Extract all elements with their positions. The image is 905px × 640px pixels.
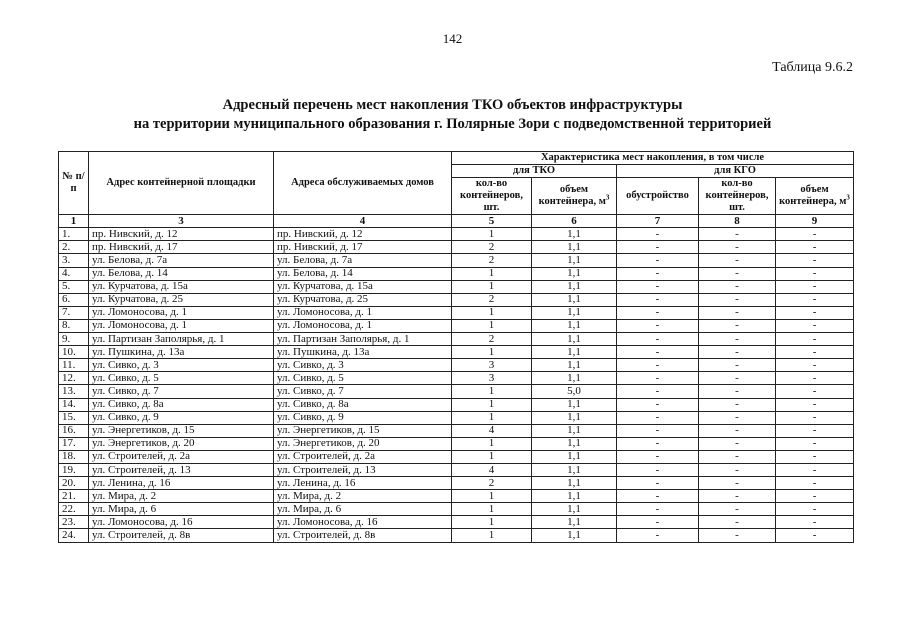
kgo-count: -	[699, 280, 776, 293]
site-address: ул. Энергетиков, д. 20	[89, 437, 274, 450]
served-address: ул. Белова, д. 7а	[274, 254, 452, 267]
served-address: ул. Мира, д. 6	[274, 503, 452, 516]
table-row	[59, 228, 854, 241]
site-address: ул. Сивко, д. 3	[89, 359, 274, 372]
table-row	[59, 293, 854, 306]
site-address: пр. Нивский, д. 12	[89, 228, 274, 241]
served-address: ул. Сивко, д. 9	[274, 411, 452, 424]
column-number: 5	[452, 215, 532, 228]
kgo-volume: -	[776, 437, 854, 450]
site-address: ул. Ленина, д. 16	[89, 477, 274, 490]
served-address: ул. Сивко, д. 8а	[274, 398, 452, 411]
tko-volume: 1,1	[532, 319, 617, 332]
arrangement: -	[617, 241, 699, 254]
site-address: ул. Строителей, д. 13	[89, 463, 274, 476]
column-number: 1	[59, 215, 89, 228]
row-number: 14.	[59, 398, 89, 411]
row-number: 12.	[59, 372, 89, 385]
kgo-count: -	[699, 293, 776, 306]
tko-volume: 1,1	[532, 411, 617, 424]
tko-count: 1	[452, 516, 532, 529]
row-number: 5.	[59, 280, 89, 293]
row-number: 19.	[59, 463, 89, 476]
arrangement: -	[617, 516, 699, 529]
arrangement: -	[617, 450, 699, 463]
arrangement: -	[617, 319, 699, 332]
arrangement: -	[617, 280, 699, 293]
tko-count: 1	[452, 490, 532, 503]
tko-count: 1	[452, 503, 532, 516]
arrangement: -	[617, 437, 699, 450]
site-address: ул. Ломоносова, д. 1	[89, 306, 274, 319]
tko-count: 2	[452, 241, 532, 254]
table-row	[59, 359, 854, 372]
kgo-count: -	[699, 346, 776, 359]
kgo-count: -	[699, 490, 776, 503]
site-address: ул. Ломоносова, д. 16	[89, 516, 274, 529]
arrangement: -	[617, 333, 699, 346]
table-row	[59, 398, 854, 411]
row-number: 3.	[59, 254, 89, 267]
kgo-count: -	[699, 477, 776, 490]
tko-count: 2	[452, 293, 532, 306]
arrangement: -	[617, 346, 699, 359]
title-line-1: Адресный перечень мест накопления ТКО объектов инфраструктуры	[222, 97, 683, 113]
column-number: 4	[274, 215, 452, 228]
table-row	[59, 333, 854, 346]
kgo-volume: -	[776, 319, 854, 332]
kgo-count: -	[699, 503, 776, 516]
tko-count: 1	[452, 529, 532, 542]
row-number: 1.	[59, 228, 89, 241]
row-number: 21.	[59, 490, 89, 503]
tko-volume: 1,1	[532, 490, 617, 503]
tko-count: 1	[452, 385, 532, 398]
row-number: 9.	[59, 333, 89, 346]
kgo-volume: -	[776, 411, 854, 424]
served-address: ул. Ломоносова, д. 1	[274, 319, 452, 332]
kgo-count: -	[699, 411, 776, 424]
row-number: 2.	[59, 241, 89, 254]
site-address: ул. Строителей, д. 8в	[89, 529, 274, 542]
kgo-count: -	[699, 385, 776, 398]
kgo-count: -	[699, 463, 776, 476]
table-row	[59, 280, 854, 293]
tko-volume: 1,1	[532, 529, 617, 542]
row-number: 24.	[59, 529, 89, 542]
site-address: ул. Пушкина, д. 13а	[89, 346, 274, 359]
table-row	[59, 306, 854, 319]
row-number: 10.	[59, 346, 89, 359]
kgo-volume: -	[776, 516, 854, 529]
tko-volume: 1,1	[532, 241, 617, 254]
table-header	[59, 152, 854, 228]
tko-volume: 1,1	[532, 372, 617, 385]
row-number: 8.	[59, 319, 89, 332]
row-number: 22.	[59, 503, 89, 516]
header-kgo-count: кол-во контейнеров, шт.	[699, 178, 776, 215]
tko-count: 1	[452, 280, 532, 293]
site-address: ул. Строителей, д. 2а	[89, 450, 274, 463]
kgo-count: -	[699, 398, 776, 411]
served-address: ул. Курчатова, д. 15а	[274, 280, 452, 293]
served-address: ул. Партизан Заполярья, д. 1	[274, 333, 452, 346]
kgo-volume: -	[776, 372, 854, 385]
table-row	[59, 529, 854, 542]
tko-volume: 1,1	[532, 228, 617, 241]
row-number: 15.	[59, 411, 89, 424]
kgo-volume: -	[776, 267, 854, 280]
header-tko: для ТКО	[452, 165, 617, 178]
table-row	[59, 267, 854, 280]
tko-volume: 1,1	[532, 254, 617, 267]
row-number: 6.	[59, 293, 89, 306]
table-row	[59, 437, 854, 450]
served-address: ул. Сивко, д. 5	[274, 372, 452, 385]
header-characteristic: Характеристика мест накопления, в том числе	[452, 152, 854, 165]
kgo-count: -	[699, 241, 776, 254]
site-address: ул. Белова, д. 14	[89, 267, 274, 280]
tko-count: 1	[452, 267, 532, 280]
row-number: 13.	[59, 385, 89, 398]
row-number: 17.	[59, 437, 89, 450]
served-address: пр. Нивский, д. 12	[274, 228, 452, 241]
arrangement: -	[617, 463, 699, 476]
served-address: ул. Строителей, д. 2а	[274, 450, 452, 463]
kgo-volume: -	[776, 241, 854, 254]
column-number: 9	[776, 215, 854, 228]
row-number: 23.	[59, 516, 89, 529]
header-kgo-volume: объем контейнера, $м^3$	[776, 178, 854, 215]
tko-volume: 1,1	[532, 463, 617, 476]
table-row	[59, 503, 854, 516]
arrangement: -	[617, 372, 699, 385]
table-row	[59, 490, 854, 503]
site-address: ул. Сивко, д. 9	[89, 411, 274, 424]
served-address: ул. Сивко, д. 3	[274, 359, 452, 372]
site-address: ул. Мира, д. 6	[89, 503, 274, 516]
tko-volume: 1,1	[532, 333, 617, 346]
tko-count: 4	[452, 424, 532, 437]
tko-volume: 1,1	[532, 293, 617, 306]
table-row	[59, 254, 854, 267]
arrangement: -	[617, 490, 699, 503]
title-line-2: на территории муниципального образования г. Полярные Зори с подведомственной территорией	[133, 116, 772, 132]
row-number: 18.	[59, 450, 89, 463]
kgo-volume: -	[776, 424, 854, 437]
kgo-volume: -	[776, 463, 854, 476]
table-row	[59, 346, 854, 359]
kgo-volume: -	[776, 346, 854, 359]
arrangement: -	[617, 424, 699, 437]
kgo-count: -	[699, 437, 776, 450]
kgo-volume: -	[776, 450, 854, 463]
kgo-count: -	[699, 372, 776, 385]
tko-count: 4	[452, 463, 532, 476]
tko-volume: 1,1	[532, 306, 617, 319]
tko-count: 2	[452, 477, 532, 490]
served-address: ул. Сивко, д. 7	[274, 385, 452, 398]
table-row	[59, 463, 854, 476]
kgo-count: -	[699, 450, 776, 463]
served-address: ул. Ломоносова, д. 16	[274, 516, 452, 529]
kgo-count: -	[699, 516, 776, 529]
arrangement: -	[617, 267, 699, 280]
header-num: № п/п	[59, 152, 89, 215]
served-address: ул. Энергетиков, д. 15	[274, 424, 452, 437]
arrangement: -	[617, 477, 699, 490]
kgo-volume: -	[776, 228, 854, 241]
tko-count: 2	[452, 254, 532, 267]
kgo-volume: -	[776, 293, 854, 306]
arrangement: -	[617, 411, 699, 424]
kgo-count: -	[699, 319, 776, 332]
served-address: ул. Курчатова, д. 25	[274, 293, 452, 306]
served-address: ул. Строителей, д. 13	[274, 463, 452, 476]
site-address: ул. Партизан Заполярья, д. 1	[89, 333, 274, 346]
kgo-volume: -	[776, 306, 854, 319]
tko-volume: 5,0	[532, 385, 617, 398]
arrangement: -	[617, 306, 699, 319]
row-number: 11.	[59, 359, 89, 372]
site-address: ул. Энергетиков, д. 15	[89, 424, 274, 437]
kgo-count: -	[699, 424, 776, 437]
page-number: 142	[442, 31, 463, 46]
kgo-count: -	[699, 306, 776, 319]
column-number: 8	[699, 215, 776, 228]
tko-volume: 1,1	[532, 346, 617, 359]
site-address: ул. Сивко, д. 5	[89, 372, 274, 385]
row-number: 4.	[59, 267, 89, 280]
arrangement: -	[617, 529, 699, 542]
arrangement: -	[617, 385, 699, 398]
tko-volume: 1,1	[532, 516, 617, 529]
table-row	[59, 241, 854, 254]
header-site-address: Адрес контейнерной площадки	[89, 152, 274, 215]
site-address: ул. Сивко, д. 7	[89, 385, 274, 398]
tko-volume: 1,1	[532, 359, 617, 372]
kgo-volume: -	[776, 254, 854, 267]
kgo-volume: -	[776, 477, 854, 490]
arrangement: -	[617, 254, 699, 267]
kgo-volume: -	[776, 333, 854, 346]
tko-count: 1	[452, 450, 532, 463]
arrangement: -	[617, 398, 699, 411]
served-address: ул. Строителей, д. 8в	[274, 529, 452, 542]
served-address: ул. Энергетиков, д. 20	[274, 437, 452, 450]
table-body	[59, 228, 854, 542]
column-number: 3	[89, 215, 274, 228]
waste-sites-table	[58, 151, 854, 543]
site-address: пр. Нивский, д. 17	[89, 241, 274, 254]
kgo-count: -	[699, 359, 776, 372]
arrangement: -	[617, 359, 699, 372]
tko-count: 3	[452, 372, 532, 385]
table-row	[59, 450, 854, 463]
site-address: ул. Белова, д. 7а	[89, 254, 274, 267]
site-address: ул. Мира, д. 2	[89, 490, 274, 503]
tko-volume: 1,1	[532, 267, 617, 280]
kgo-volume: -	[776, 359, 854, 372]
site-address: ул. Курчатова, д. 15а	[89, 280, 274, 293]
column-number-row	[59, 215, 854, 228]
row-number: 20.	[59, 477, 89, 490]
tko-count: 1	[452, 228, 532, 241]
column-number: 6	[532, 215, 617, 228]
served-address: ул. Ломоносова, д. 1	[274, 306, 452, 319]
kgo-count: -	[699, 333, 776, 346]
header-arrangement: обустройство	[617, 178, 699, 215]
tko-count: 1	[452, 398, 532, 411]
tko-count: 1	[452, 411, 532, 424]
row-number: 7.	[59, 306, 89, 319]
table-row	[59, 516, 854, 529]
arrangement: -	[617, 228, 699, 241]
header-tko-count: кол-во контейнеров, шт.	[452, 178, 532, 215]
kgo-volume: -	[776, 490, 854, 503]
tko-count: 3	[452, 359, 532, 372]
table-row	[59, 411, 854, 424]
kgo-count: -	[699, 228, 776, 241]
tko-volume: 1,1	[532, 503, 617, 516]
served-address: ул. Мира, д. 2	[274, 490, 452, 503]
table-row	[59, 372, 854, 385]
arrangement: -	[617, 503, 699, 516]
header-served-addresses: Адреса обслуживаемых домов	[274, 152, 452, 215]
site-address: ул. Курчатова, д. 25	[89, 293, 274, 306]
kgo-volume: -	[776, 280, 854, 293]
served-address: ул. Пушкина, д. 13а	[274, 346, 452, 359]
column-number: 7	[617, 215, 699, 228]
tko-volume: 1,1	[532, 450, 617, 463]
tko-count: 1	[452, 437, 532, 450]
tko-volume: 1,1	[532, 398, 617, 411]
tko-volume: 1,1	[532, 424, 617, 437]
header-tko-volume: объем контейнера, $м^3$	[532, 178, 617, 215]
table-row	[59, 424, 854, 437]
kgo-count: -	[699, 267, 776, 280]
tko-volume: 1,1	[532, 477, 617, 490]
arrangement: -	[617, 293, 699, 306]
tko-volume: 1,1	[532, 280, 617, 293]
table-row	[59, 385, 854, 398]
header-kgo: для КГО	[617, 165, 854, 178]
tko-count: 1	[452, 319, 532, 332]
document-title	[0, 96, 905, 134]
table-row	[59, 319, 854, 332]
kgo-volume: -	[776, 529, 854, 542]
kgo-count: -	[699, 254, 776, 267]
site-address: ул. Сивко, д. 8а	[89, 398, 274, 411]
row-number: 16.	[59, 424, 89, 437]
table-label: Таблица 9.6.2	[772, 60, 853, 75]
kgo-volume: -	[776, 385, 854, 398]
served-address: ул. Ленина, д. 16	[274, 477, 452, 490]
tko-volume: 1,1	[532, 437, 617, 450]
served-address: пр. Нивский, д. 17	[274, 241, 452, 254]
table-row	[59, 477, 854, 490]
site-address: ул. Ломоносова, д. 1	[89, 319, 274, 332]
kgo-volume: -	[776, 398, 854, 411]
tko-count: 1	[452, 306, 532, 319]
kgo-volume: -	[776, 503, 854, 516]
kgo-count: -	[699, 529, 776, 542]
tko-count: 2	[452, 333, 532, 346]
served-address: ул. Белова, д. 14	[274, 267, 452, 280]
tko-count: 1	[452, 346, 532, 359]
